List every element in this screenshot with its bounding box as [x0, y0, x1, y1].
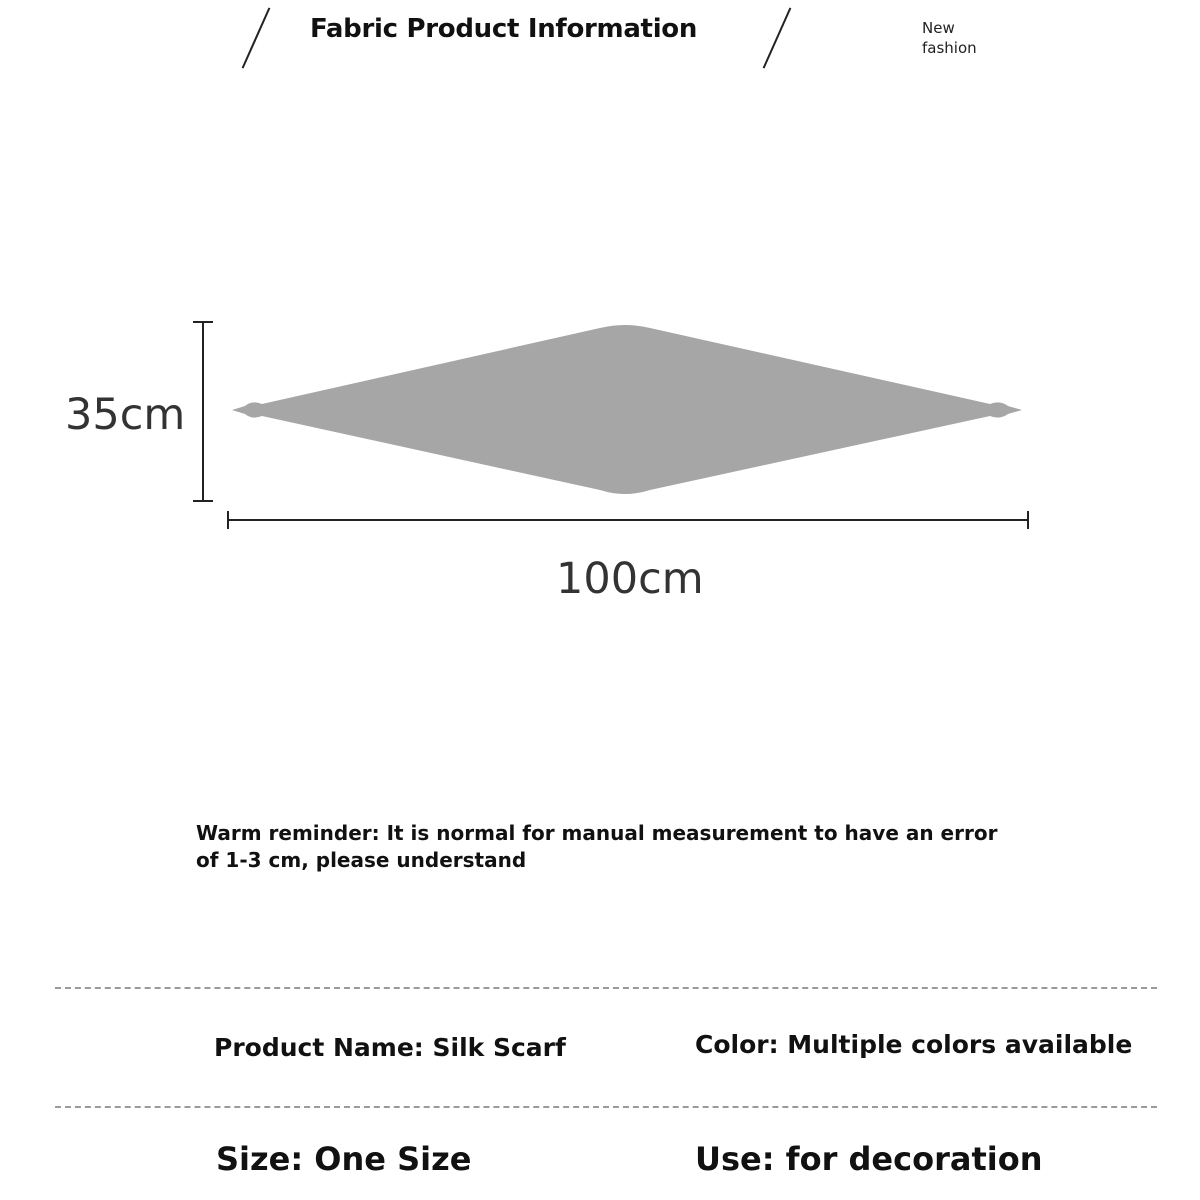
page-title: Fabric Product Information	[310, 14, 698, 44]
dashed-divider-bottom	[55, 1106, 1157, 1108]
dashed-divider-top	[55, 987, 1157, 989]
width-label: 100cm	[556, 554, 704, 604]
height-label: 35cm	[65, 390, 186, 440]
height-dimension-line	[193, 322, 213, 501]
use-label: Use: for decoration	[695, 1140, 1043, 1178]
divider-slash-left	[242, 7, 271, 68]
scarf-shape	[232, 325, 1022, 494]
product-name-label: Product Name: Silk Scarf	[214, 1033, 566, 1062]
tag-line-1: New	[922, 19, 955, 37]
tag-line-2: fashion	[922, 39, 977, 57]
new-fashion-tag	[922, 18, 1002, 58]
measurement-reminder: Warm reminder: It is normal for manual measurement to have an error of 1-3 cm, please understand	[196, 821, 998, 872]
width-dimension-line	[228, 511, 1028, 529]
size-label: Size: One Size	[216, 1140, 472, 1178]
divider-slash-right	[763, 7, 792, 68]
color-label: Color: Multiple colors available	[695, 1030, 1133, 1059]
